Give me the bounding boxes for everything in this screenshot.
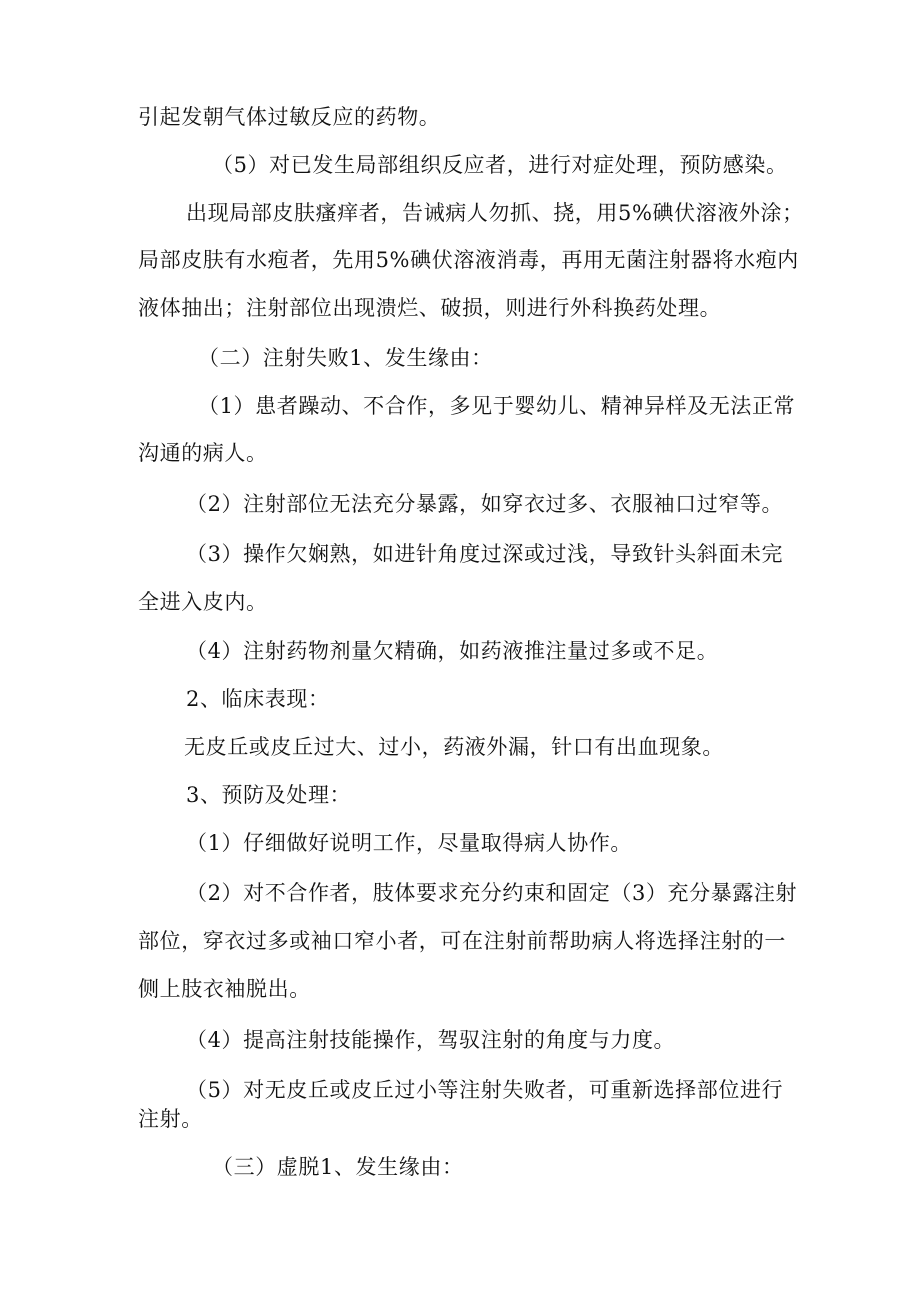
text-line: 局部皮肤有水疱者，先用5%碘伏溶液消毒，再用无菌注射器将水疱内 bbox=[138, 248, 799, 272]
text-line: 沟通的病人。 bbox=[138, 441, 268, 465]
text-line: 无皮丘或皮丘过大、过小，药液外漏，针口有出血现象。 bbox=[184, 735, 724, 759]
text-line: （5）对已发生局部组织反应者，进行对症处理，预防感染。 bbox=[212, 153, 788, 177]
section-heading: （二）注射失败1、发生缘由： bbox=[198, 346, 493, 370]
text-line: （1）仔细做好说明工作，尽量取得病人协作。 bbox=[186, 831, 632, 855]
subheading: 2、临床表现： bbox=[186, 687, 330, 711]
text-line: （1）患者躁动、不合作，多见于婴幼儿、精神异样及无法正常 bbox=[198, 394, 796, 418]
subheading: 3、预防及处理： bbox=[186, 783, 352, 807]
text-line: （5）对无皮丘或皮丘过小等注射失败者，可重新选择部位进行 bbox=[186, 1078, 784, 1102]
text-line: （2）对不合作者，肢体要求充分约束和固定（3）充分暴露注射 bbox=[186, 881, 798, 905]
text-line: 引起发朝气体过敏反应的药物。 bbox=[138, 105, 441, 129]
text-line: （4）注射药物剂量欠精确，如药液推注量过多或不足。 bbox=[186, 639, 719, 663]
text-line: 部位，穿衣过多或袖口窄小者，可在注射前帮助病人将选择注射的一 bbox=[138, 929, 786, 953]
text-line: 注射。 bbox=[138, 1107, 203, 1131]
text-line: 全进入皮内。 bbox=[138, 590, 268, 614]
text-line: （4）提高注射技能操作，驾驭注射的角度与力度。 bbox=[186, 1028, 676, 1052]
text-line: 侧上肢衣袖脱出。 bbox=[138, 977, 311, 1001]
text-line: （2）注射部位无法充分暴露，如穿衣过多、衣服袖口过窄等。 bbox=[186, 492, 784, 516]
section-heading: （三）虚脱1、发生缘由： bbox=[212, 1155, 464, 1179]
text-line: 液体抽出；注射部位出现溃烂、破损，则进行外科换药处理。 bbox=[138, 296, 722, 320]
text-line: 出现局部皮肤瘙痒者，告诫病人勿抓、挠，用5%碘伏溶液外涂； bbox=[186, 201, 804, 225]
text-line: （3）操作欠娴熟，如进针角度过深或过浅，导致针头斜面未完 bbox=[186, 542, 784, 566]
